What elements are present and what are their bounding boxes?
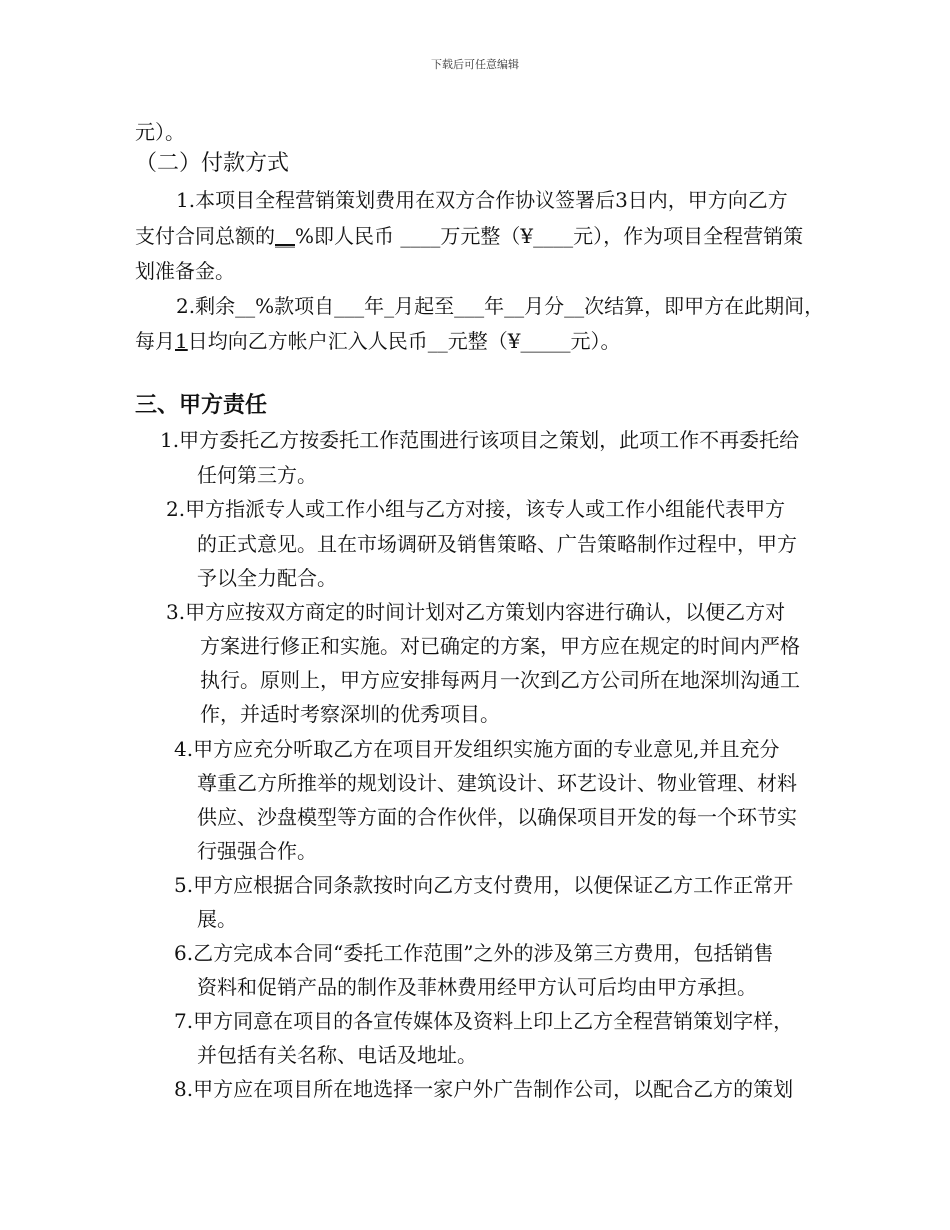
- duty-item-5-line-2: 展。: [197, 907, 237, 931]
- duty-item-2-line-1: 2.甲方指派专人或工作小组与乙方对接，该专人或工作小组能代表甲方: [166, 497, 786, 521]
- duty-item-2-line-2: 的正式意见。且在市场调研及销售策略、广告策略制作过程中，甲方: [197, 532, 797, 556]
- payment-item-2-line-1: 2.剩余__%款项自___年_月起至___年__月分__次结算，即甲方在此期间，: [176, 294, 825, 318]
- duty-item-5-line-1: 5.甲方应根据合同条款按时向乙方支付费用，以便保证乙方工作正常开: [174, 873, 794, 897]
- duty-item-6-line-1: 6.乙方完成本合同“委托工作范围”之外的涉及第三方费用，包括销售: [174, 941, 774, 965]
- duty-item-1-line-1: 1.甲方委托乙方按委托工作范围进行该项目之策划，此项工作不再委托给: [160, 428, 800, 452]
- section-3-heading: 三、甲方责任: [135, 392, 268, 418]
- duty-item-4-line-2: 尊重乙方所推举的规划设计、建筑设计、环艺设计、物业管理、材料: [197, 771, 797, 795]
- duty-item-4-line-1: 4.甲方应充分听取乙方在项目开发组织实施方面的专业意见,并且充分: [174, 737, 780, 761]
- payment-item-2-line-2: 每月1日均向乙方帐户汇入人民币__元整（¥_____元）。: [135, 329, 621, 353]
- duty-item-6-line-2: 资料和促销产品的制作及菲林费用经甲方认可后均由甲方承担。: [197, 975, 757, 999]
- duty-item-1-line-2: 任何第三方。: [197, 463, 317, 487]
- payment-method-heading: （二）付款方式: [135, 151, 290, 176]
- payment-item-1-line-3: 划准备金。: [135, 259, 235, 283]
- previous-paragraph-tail: 元）。: [135, 120, 185, 144]
- duty-item-7-line-2: 并包括有关名称、电话及地址。: [197, 1043, 477, 1067]
- duty-item-4-line-4: 行强强合作。: [197, 839, 317, 863]
- page-header: 下载后可任意编辑: [431, 58, 519, 71]
- duty-item-3-line-4: 作，并适时考察深圳的优秀项目。: [200, 702, 500, 726]
- duty-item-4-line-3: 供应、沙盘模型等方面的合作伙伴，以确保项目开发的每一个环节实: [197, 805, 797, 829]
- duty-item-8-line-1: 8.甲方应在项目所在地选择一家户外广告制作公司，以配合乙方的策划: [174, 1077, 794, 1101]
- duty-item-3-line-3: 执行。原则上，甲方应安排每两月一次到乙方公司所在地深圳沟通工: [200, 668, 800, 692]
- payment-item-1-line-2: 支付合同总额的__%即人民币 ____万元整（¥____元），作为项目全程营销策: [135, 224, 804, 248]
- duty-item-2-line-3: 予以全力配合。: [197, 566, 337, 590]
- duty-item-7-line-1: 7.甲方同意在项目的各宣传媒体及资料上印上乙方全程营销策划字样，: [174, 1009, 794, 1033]
- payment-item-1-line-1: 1.本项目全程营销策划费用在双方合作协议签署后3日内，甲方向乙方: [176, 188, 788, 212]
- duty-item-3-line-2: 方案进行修正和实施。对已确定的方案，甲方应在规定的时间内严格: [200, 634, 800, 658]
- duty-item-3-line-1: 3.甲方应按双方商定的时间计划对乙方策划内容进行确认，以便乙方对: [166, 600, 786, 624]
